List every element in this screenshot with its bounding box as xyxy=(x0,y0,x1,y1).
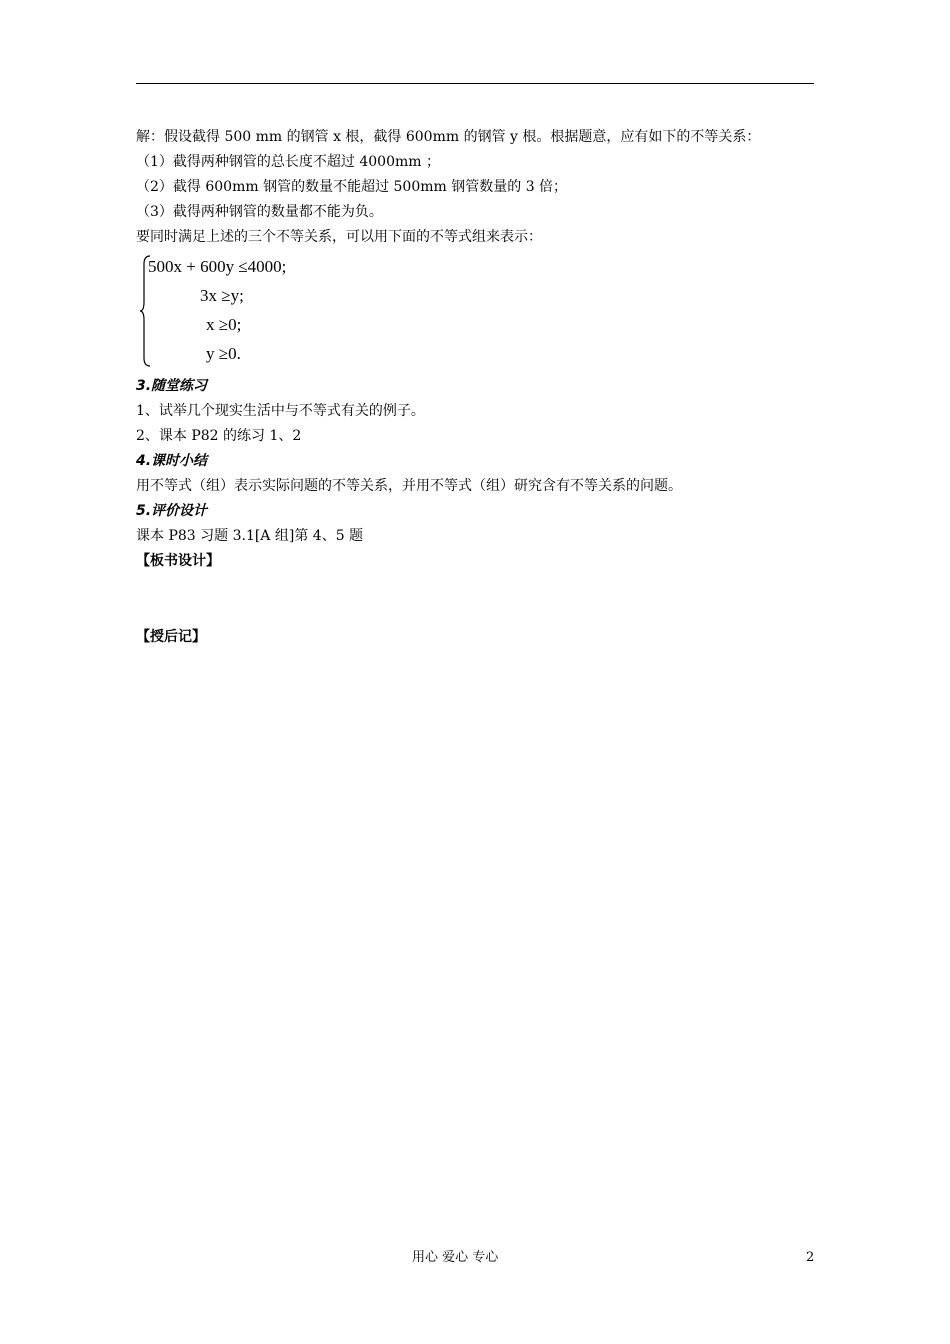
condition-2: （2）截得 600mm 钢管的数量不能超过 500mm 钢管数量的 3 倍； xyxy=(136,179,568,195)
practice-item-1: 1、试举几个现实生活中与不等式有关的例子。 xyxy=(136,403,425,419)
header-rule xyxy=(136,83,814,84)
page-number: 2 xyxy=(806,1250,815,1265)
inequality-2: 3x ≥y; xyxy=(200,286,244,305)
summary-heading: 4.课时小结 xyxy=(136,453,208,469)
board-design-heading: 【板书设计】 xyxy=(136,553,220,569)
footer-motto: 用心 爱心 专心 xyxy=(412,1250,499,1265)
evaluation-text: 课本 P83 习题 3.1[A 组]第 4、5 题 xyxy=(136,528,364,544)
solution-intro: 解：假设截得 500 mm 的钢管 x 根，截得 600mm 的钢管 y 根。根据题意，应有如下的不等关系： xyxy=(136,129,761,145)
condition-1: （1）截得两种钢管的总长度不超过 4000mm ； xyxy=(136,154,440,170)
inequality-1: 500x + 600y ≤4000; xyxy=(148,257,287,276)
inequality-system xyxy=(140,254,440,368)
inequality-3: x ≥0; xyxy=(206,315,242,334)
summary-text: 用不等式（组）表示实际问题的不等关系，并用不等式（组）研究含有不等关系的问题。 xyxy=(136,478,682,494)
practice-heading: 3.随堂练习 xyxy=(136,378,208,394)
afterword-heading: 【授后记】 xyxy=(136,629,206,645)
practice-item-2: 2、课本 P82 的练习 1、2 xyxy=(136,428,302,444)
inequality-4: y ≥0. xyxy=(206,344,241,363)
evaluation-heading: 5.评价设计 xyxy=(136,503,208,519)
condition-3: （3）截得两种钢管的数量都不能为负。 xyxy=(136,204,383,220)
system-lead: 要同时满足上述的三个不等关系，可以用下面的不等式组来表示： xyxy=(136,229,542,245)
